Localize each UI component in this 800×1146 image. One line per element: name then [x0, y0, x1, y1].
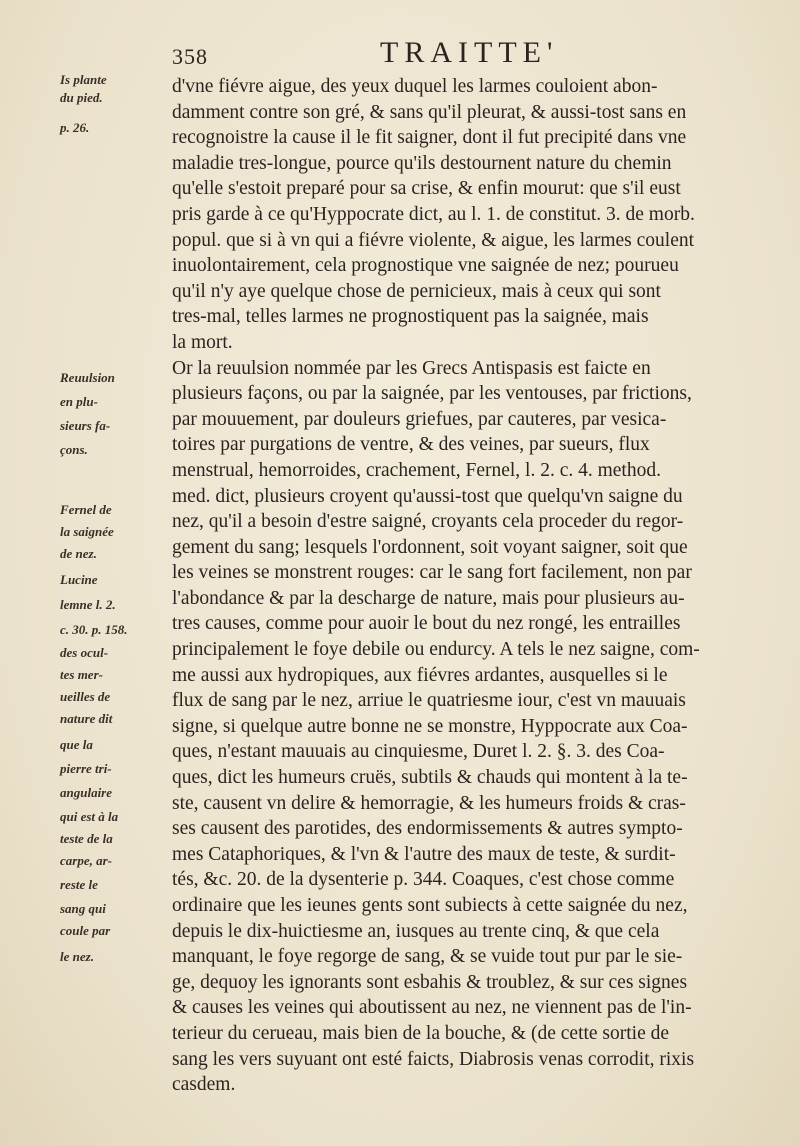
- text-line: me aussi aux hydropiques, aux fiévres ardantes, ausquelles si le: [172, 664, 668, 686]
- text-line: pris garde à ce qu'Hyppocrate dict, au l. 1. de constitut. 3. de morb.: [172, 203, 695, 225]
- margin-note-line: angulaire: [60, 785, 113, 800]
- text-line: tres-mal, telles larmes ne prognostiquent pas la saignée, mais: [172, 306, 649, 328]
- text-line: gement du sang; lesquels l'ordonnent, soit voyant saigner, soit que: [172, 536, 688, 558]
- margin-note-line: teste de la: [60, 831, 113, 846]
- text-line: ses causent des parotides, des endormissements & autres sympto-: [172, 818, 683, 840]
- margin-note-line: que la: [60, 737, 93, 752]
- margin-note-line: p. 26.: [60, 120, 90, 135]
- margin-note-line: pierre tri-: [60, 761, 112, 776]
- margin-note-line: sieurs fa-: [60, 418, 111, 433]
- text-line: tres causes, comme pour auoir le bout du nez rongé, les entrailles: [172, 613, 681, 635]
- margin-note-line: Fernel de: [60, 502, 112, 517]
- text-line: qu'il n'y aye quelque chose de pernicieux, mais à ceux qui sont: [172, 280, 661, 302]
- text-line: la mort.: [172, 331, 233, 353]
- text-line: flux de sang par le nez, arriue le quatriesme iour, c'est vn mauuais: [172, 690, 686, 712]
- text-line: manquant, le foye regorge de sang, & se vuide tout pur par le sie-: [172, 946, 683, 968]
- margin-note-line: qui est à la: [60, 809, 119, 824]
- margin-note-line: de nez.: [60, 546, 97, 561]
- text-line: ge, dequoy les ignorants sont esbahis & troublez, & sur ces signes: [172, 971, 688, 993]
- text-line: maladie tres-longue, pource qu'ils destournent nature du chemin: [172, 152, 672, 174]
- margin-note-line: du pied.: [60, 90, 103, 105]
- text-line: mes Cataphoriques, & l'vn & l'autre des maux de teste, & surdit-: [172, 843, 676, 865]
- text-line: l'abondance & par la descharge de nature, mais pour plusieurs au-: [172, 587, 685, 609]
- margin-note-line: reste le: [60, 877, 98, 892]
- text-line: par mouuement, par douleurs griefues, par cauteres, par vesica-: [172, 408, 667, 430]
- text-line: recognoistre la cause il le fit saigner, dont il fut precipité dans vne: [172, 127, 687, 149]
- text-line: principalement le foye debile ou endurcy. A tels le nez saigne, com-: [172, 639, 700, 661]
- running-title: TRAITTE': [380, 36, 559, 69]
- body-text: [172, 74, 788, 1098]
- text-line: damment contre son gré, & sans qu'il pleurat, & aussi-tost sans en: [172, 101, 687, 123]
- margin-note-line: Reuulsion: [60, 370, 115, 385]
- text-line: sang les vers suyuant ont esté faicts, Diabrosis venas corrodit, rixis: [172, 1048, 695, 1070]
- text-line: menstrual, hemorroides, crachement, Fernel, l. 2. c. 4. method.: [172, 459, 661, 481]
- text-line: ques, n'estant mauuais au cinquiesme, Duret l. 2. §. 3. des Coa-: [172, 741, 665, 763]
- text-line: inuolontairement, cela prognostique vne saignée de nez; pourueu: [172, 255, 679, 277]
- text-line: & causes les veines qui aboutissent au nez, ne viennent pas de l'in-: [172, 997, 692, 1019]
- text-line: tés, &c. 20. de la dysenterie p. 344. Coaques, c'est chose comme: [172, 869, 675, 891]
- margin-note-line: nature dit: [60, 711, 113, 726]
- margin-note-line: Is plante: [60, 72, 107, 87]
- text-line: depuis le dix-huictiesme an, iusques au trente cinq, & que cela: [172, 920, 660, 942]
- margin-note-line: ueilles de: [60, 689, 111, 704]
- text-line: qu'elle s'estoit preparé pour sa crise, & enfin mourut: que s'il eust: [172, 178, 681, 200]
- text-line: toires par purgations de ventre, & des veines, par sueurs, flux: [172, 434, 650, 456]
- text-line: med. dict, plusieurs croyent qu'aussi-tost que quelqu'vn saigne du: [172, 485, 683, 507]
- text-line: casdem.: [172, 1074, 236, 1096]
- text-line: ste, causent vn delire & hemorragie, & les humeurs froids & cras-: [172, 792, 686, 814]
- margin-note-line: en plu-: [60, 394, 98, 409]
- text-line: ques, dict les humeurs cruës, subtils & chauds qui montent à la te-: [172, 767, 688, 789]
- margin-note-line: coule par: [60, 923, 111, 938]
- text-line: d'vne fiévre aigue, des yeux duquel les larmes couloient abon-: [172, 76, 658, 97]
- text-line: signe, si quelque autre bonne ne se monstre, Hyppocrate aux Coa-: [172, 715, 688, 737]
- text-line: Or la reuulsion nommée par les Grecs Antispasis est faicte en: [172, 357, 651, 379]
- margin-note-line: çons.: [60, 442, 88, 457]
- text-line: ordinaire que les ieunes gents sont subiects à cette saignée du nez,: [172, 895, 688, 916]
- text-line: plusieurs façons, ou par la saignée, par les ventouses, par frictions,: [172, 383, 692, 405]
- margin-note-line: la saignée: [60, 524, 114, 539]
- margin-note-line: le nez.: [60, 949, 94, 964]
- text-line: popul. que si à vn qui a fiévre violente, & aigue, les larmes coulent: [172, 229, 695, 251]
- margin-note-line: c. 30. p. 158.: [60, 622, 128, 637]
- margin-note-line: lemne l. 2.: [60, 597, 116, 612]
- margin-note-line: tes mer-: [60, 667, 103, 682]
- margin-note-line: Lucine: [60, 572, 98, 587]
- text-line: nez, qu'il a besoin d'estre saigné, croyants cela proceder du regor-: [172, 511, 684, 533]
- text-line: terieur du cerueau, mais bien de la bouche, & (de cette sortie de: [172, 1022, 670, 1044]
- page-number: 358: [172, 44, 208, 69]
- text-line: les veines se monstrent rouges: car le sang fort facilement, non par: [172, 562, 692, 584]
- margin-note-line: carpe, ar-: [60, 853, 112, 868]
- margin-note-line: des ocul-: [60, 645, 109, 660]
- margin-note-line: sang qui: [60, 901, 106, 916]
